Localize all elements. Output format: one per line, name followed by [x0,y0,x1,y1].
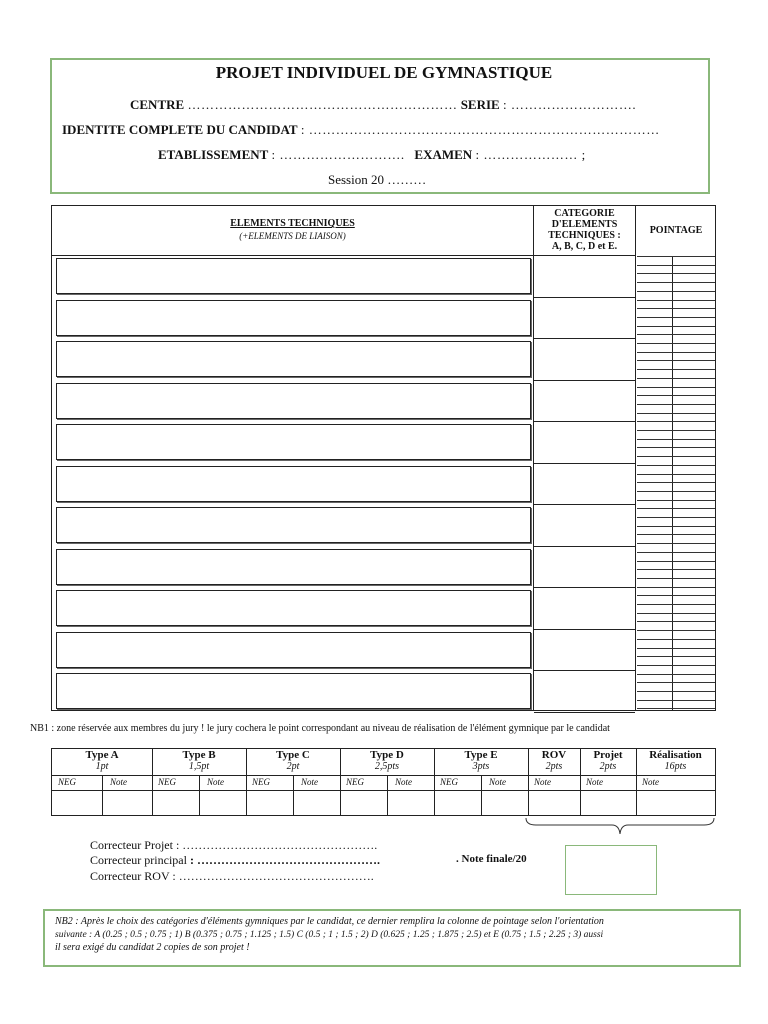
pointage-row[interactable] [637,674,715,675]
correcteur-principal-field[interactable]: : ………………………………………. [189,853,380,867]
pointage-row[interactable] [637,308,715,309]
note-label: Note [207,777,224,787]
pointage-row[interactable] [637,656,715,657]
pointage-row[interactable] [637,334,715,335]
neg-label: NEG [58,777,76,787]
nb2-box [43,909,741,967]
categorie-cell[interactable] [534,256,635,298]
score-col-title: Type E [464,749,498,761]
note-label: Note [301,777,318,787]
pointage-row[interactable] [637,700,715,701]
elements-table [51,205,716,711]
pointage-row[interactable] [637,552,715,553]
pointage-row[interactable] [637,482,715,483]
correcteur-rov[interactable]: Correcteur ROV : …………………………………………. [90,869,374,883]
identite-line [62,122,660,138]
pointage-row[interactable] [637,465,715,466]
note-finale-box[interactable] [565,845,657,895]
centre-field[interactable]: …………………………………………………… [187,97,458,112]
pointage-row[interactable] [637,569,715,570]
score-col-title: Type A [85,749,119,761]
pointage-row[interactable] [637,621,715,622]
serie-label: SERIE [460,97,500,112]
element-field[interactable] [56,673,531,709]
neg-field[interactable] [434,791,481,815]
pointage-row[interactable] [637,474,715,475]
correcteur-principal-line[interactable] [90,853,380,868]
note-field[interactable] [199,791,246,815]
score-col-points: 16pts [664,761,687,772]
note-field[interactable] [580,791,636,815]
note-label: Note [395,777,412,787]
pointage-row[interactable] [637,648,715,649]
element-field[interactable] [56,341,531,377]
serie-field[interactable]: : ………………………. [502,97,637,112]
score-col-title: Type C [276,749,310,761]
nb2-line: suivante : A (0.25 ; 0.5 ; 0.75 ; 1) B (0.375 ; 0.75 ; 1.125 ; 1.5) C (0.5 ; 1 ; 1.5 ; 2) D (0.625 ; 1.25 ; 1.875 ; 2.5) et E (0.75 ; 1.5 ; 2.25 ; 3) aussi [55,930,604,940]
pointage-row[interactable] [637,708,715,709]
pointage-row[interactable] [637,517,715,518]
pointage-row[interactable] [637,265,715,266]
correcteur-projet[interactable]: Correcteur Projet : …………………………………………. [90,838,378,852]
session-line[interactable]: Session 20 ……… [328,172,427,187]
neg-label: NEG [158,777,176,787]
pointage-row[interactable] [637,595,715,596]
col-categorie-header [534,208,635,252]
note-field[interactable] [636,791,715,815]
score-col-title: ROV [541,749,567,761]
pointage-row[interactable] [637,439,715,440]
neg-field[interactable] [152,791,199,815]
neg-field[interactable] [246,791,293,815]
neg-field[interactable] [340,791,387,815]
neg-label: NEG [440,777,458,787]
pointage-row[interactable] [637,291,715,292]
note-field[interactable] [387,791,434,815]
note-field[interactable] [293,791,340,815]
element-field[interactable] [56,258,531,294]
identite-field[interactable]: : …………………………………………………………………… [300,122,660,137]
categorie-cell[interactable] [534,505,635,547]
pointage-row[interactable] [637,343,715,344]
pointage-row[interactable] [637,378,715,379]
neg-label: NEG [346,777,364,787]
pointage-row[interactable] [637,326,715,327]
pointage-row[interactable] [637,256,715,257]
note-label: Note [489,777,506,787]
note-field[interactable] [102,791,152,815]
categorie-cell[interactable] [534,588,635,630]
pointage-row[interactable] [637,630,715,631]
nb2-line: NB2 : Après le choix des catégories d'éléments gymniques par le candidat, ce dernier remplira la colonne de pointage selon l'orientation [55,916,604,927]
note-label: Note [110,777,127,787]
pointage-row[interactable] [637,282,715,283]
score-col-title: Projet [593,749,623,761]
note-field[interactable] [528,791,580,815]
etablissement-label: ETABLISSEMENT [158,147,269,162]
pointage-row[interactable] [637,508,715,509]
pointage-row[interactable] [637,526,715,527]
pointage-row[interactable] [637,639,715,640]
pointage-row[interactable] [637,578,715,579]
etablissement-line [158,147,586,163]
score-col-points: 1,5pt [188,761,210,772]
score-col-title: Type B [182,749,216,761]
pointage-row[interactable] [637,387,715,388]
score-col-points: 1pt [95,761,109,772]
pointage-row[interactable] [637,273,715,274]
score-col-points: 3pts [472,761,490,772]
pointage-row[interactable] [637,352,715,353]
categorie-cell[interactable] [534,381,635,423]
examen-field[interactable]: : ………………… ; [475,147,586,162]
examen-label: EXAMEN [414,147,473,162]
score-col-points: 2,5pts [374,761,400,772]
identite-label: IDENTITE COMPLETE DU CANDIDAT [62,122,298,137]
centre-label: CENTRE [130,97,185,112]
pointage-row[interactable] [637,543,715,544]
col-elements-title: ELEMENTS TECHNIQUES [230,218,355,229]
categorie-cell[interactable] [534,339,635,381]
pointage-row[interactable] [637,682,715,683]
element-field[interactable] [56,383,531,419]
element-field[interactable] [56,424,531,460]
pointage-row[interactable] [637,534,715,535]
categorie-cell[interactable] [534,464,635,506]
col-pointage-header: POINTAGE [649,225,703,236]
pointage-row[interactable] [637,404,715,405]
score-col-points: 2pt [286,761,300,772]
pointage-row[interactable] [637,413,715,414]
pointage-row[interactable] [637,613,715,614]
col-categorie-line: CATEGORIE [554,208,615,219]
score-col-points: 2pts [545,761,563,772]
element-field[interactable] [56,466,531,502]
pointage-row[interactable] [637,665,715,666]
categorie-cell[interactable] [534,671,635,713]
note-finale-label: . Note finale/20 [456,853,527,865]
pointage-row[interactable] [637,691,715,692]
element-field[interactable] [56,632,531,668]
pointage-row[interactable] [637,447,715,448]
pointage-row[interactable] [637,561,715,562]
score-table [51,748,716,816]
note-label: Note [586,777,603,787]
note-field[interactable] [481,791,528,815]
categorie-cell[interactable] [534,630,635,672]
pointage-row[interactable] [637,604,715,605]
pointage-row[interactable] [637,491,715,492]
pointage-row[interactable] [637,421,715,422]
categorie-cell[interactable] [534,298,635,340]
etablissement-field[interactable]: : ………………………. [271,147,405,162]
pointage-row[interactable] [637,430,715,431]
score-col-title: Type D [370,749,404,761]
centre-line [130,97,636,113]
pointage-row[interactable] [637,587,715,588]
element-field[interactable] [56,507,531,543]
categorie-cell[interactable] [534,422,635,464]
score-col-points: 2pts [599,761,617,772]
col-elements-subtitle: (+ELEMENTS DE LIAISON) [239,231,346,241]
col-categorie-line: TECHNIQUES : [548,230,621,241]
pointage-row[interactable] [637,395,715,396]
pointage-row[interactable] [637,300,715,301]
note-label: Note [534,777,551,787]
col-categorie-line: D'ELEMENTS [551,219,618,230]
note-label: Note [642,777,659,787]
correcteur-principal-label: Correcteur principal [90,853,187,867]
nb2-line: il sera exigé du candidat 2 copies de son projet ! [55,942,250,953]
element-field[interactable] [56,300,531,336]
brace-icon [524,816,716,838]
page-title: PROJET INDIVIDUEL DE GYMNASTIQUE [215,63,553,82]
col-categorie-line: A, B, C, D et E. [551,241,618,252]
element-field[interactable] [56,590,531,626]
score-col-title: Réalisation [649,749,702,761]
pointage-row[interactable] [637,317,715,318]
element-field[interactable] [56,549,531,585]
neg-field[interactable] [52,791,102,815]
pointage-row[interactable] [637,360,715,361]
pointage-row[interactable] [637,456,715,457]
pointage-row[interactable] [637,500,715,501]
categorie-cell[interactable] [534,547,635,589]
neg-label: NEG [252,777,270,787]
nb1-note: NB1 : zone réservée aux membres du jury ! le jury cochera le point correspondant au niveau de réalisation de l'élément gymnique par le candidat [30,723,610,734]
pointage-row[interactable] [637,369,715,370]
